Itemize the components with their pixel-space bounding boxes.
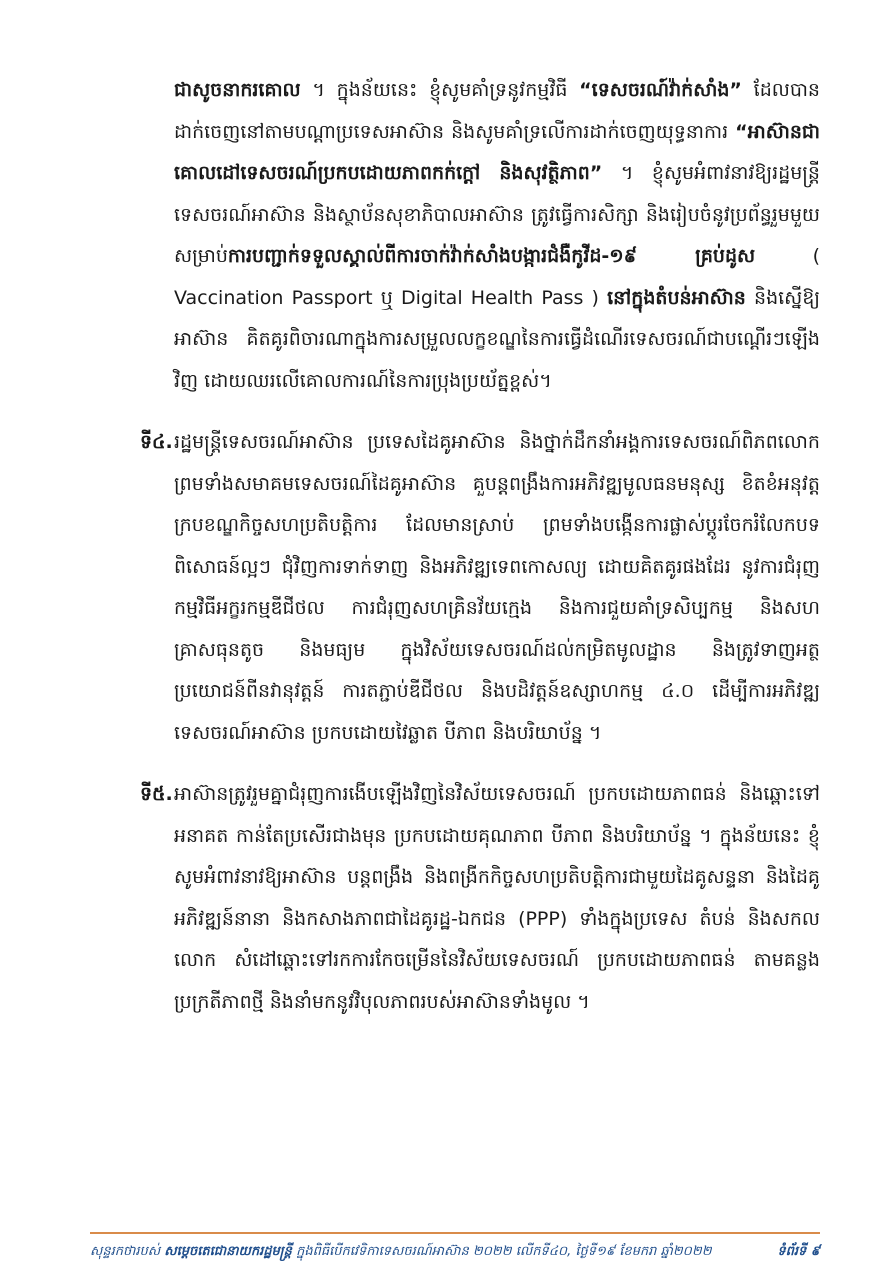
article-5 — [140, 774, 820, 1023]
text-run: និងស្នើឱ្យអាស៊ាន គិតគូរពិចារណាក្នុងការសម្រួលលក្ខខណ្ឌនៃការធ្វើដំណើរទេសចរណ៍ជាបណ្តើរៗឡើងវិញ ដោយឈរលើគោលការណ៍នៃការប្រុងប្រយ័ត្នខ្ពស់។ — [174, 286, 820, 392]
text-run: ។ ក្នុងន័យនេះ ខ្ញុំសូមគាំទ្រនូវកម្មវិធី — [300, 79, 580, 101]
page-number: ទំព័រទី ៩ — [777, 1243, 820, 1259]
bold-phrase: នៅក្នុងតំបន់អាស៊ាន — [607, 286, 746, 309]
footer-suffix: ក្នុងពិធីបើកវេទិកាទេសចរណ៍អាស៊ាន ២០២២ លើកទី៤០, ថ្ងៃទី១៩ ខែមករា ឆ្នាំ២០២២ — [291, 1243, 712, 1259]
footer-prefix: សុន្ទរកថារបស់ — [90, 1243, 165, 1259]
article-number: ទី៥. — [140, 783, 173, 805]
footer-speaker: សម្តេចតេជោនាយករដ្ឋមន្ត្រី — [164, 1243, 292, 1259]
bold-phrase: ជាសូចនាករគោល — [174, 79, 301, 101]
bold-phrase: “ទេសចរណ៍វ៉ាក់សាំង” — [579, 79, 742, 101]
article-text: រដ្ឋមន្ត្រីទេសចរណ៍អាស៊ាន ប្រទេសដៃគូអាស៊ាន និងថ្នាក់ដឹកនាំអង្គការទេសចរណ៍ពិភពលោក ព្រមទាំងសមាគមទេសចរណ៍ដៃគូអាស៊ាន គួបន្តពង្រឹងការអភិវឌ្ឍមូលធនមនុស្ស ខិតខំអនុវត្តក្របខណ្ឌកិច្ចសហប្រតិបត្តិការ ដែលមានស្រាប់ ព្រមទាំងបង្កើនការផ្លាស់ប្តូរចែករំលែកបទពិសោធន៍ល្អៗ ជុំវិញការទាក់ទាញ និងអភិវឌ្ឍទេពកោសល្យ ដោយគិតគូរផងដែរ នូវការជំរុញកម្មវិធីអក្ខរកម្មឌីជីថល ការជំរុញសហគ្រិនវ័យក្មេង និងការជួយគាំទ្រសិប្បកម្ម និងសហគ្រាសធុនតូច និងមធ្យម ក្នុងវិស័យទេសចរណ៍ដល់កម្រិតមូលដ្ឋាន និងត្រូវទាញអត្ថប្រយោជន៍ពីនវានុវត្តន៍ ការតភ្ជាប់ឌីជីថល និងបដិវត្តន៍ឧស្សាហកម្ម ៤.០ ដើម្បីការអភិវឌ្ឍទេសចរណ៍អាស៊ាន ប្រកបដោយវៃឆ្លាត បីភាព និងបរិយាប័ន្ន ។ — [174, 431, 820, 744]
article-text: អាស៊ានត្រូវរួមគ្នាជំរុញការងើបឡើងវិញនៃវិស័យទេសចរណ៍ ប្រកបដោយភាពធន់ និងឆ្ពោះទៅអនាគត កាន់តែប្រសើរជាងមុន ប្រកបដោយគុណភាព បីភាព និងបរិយាប័ន្ន ។ ក្នុងន័យនេះ ខ្ញុំសូមអំពាវនាវឱ្យអាស៊ាន បន្តពង្រឹង និងពង្រីកកិច្ចសហប្រតិបត្តិការជាមួយដៃគូសន្ទនា និងដៃគូអភិវឌ្ឍន៍នានា និងកសាងភាពជាដៃគូរដ្ឋ-ឯកជន (PPP) ទាំងក្នុងប្រទេស តំបន់ និងសកលលោក សំដៅឆ្ពោះទៅរកការកែចម្រើននៃវិស័យទេសចរណ៍ ប្រកបដោយភាពធន់ តាមគន្លងប្រក្រតីភាពថ្មី និងនាំមកនូវវិបុលភាពរបស់អាស៊ានទាំងមូល ។ — [174, 783, 820, 1013]
text-run: ។ ខ្ញុំសូមអំពាវនាវឱ្យរដ្ឋមន្ត្រីទេសចរណ៍អាស៊ាន និងស្ថាប័នសុខាភិបាលអាស៊ាន ត្រូវធ្វើការសិក្សា និងរៀបចំនូវប្រព័ន្ធរួមមួយ សម្រាប់ — [174, 162, 820, 267]
text-run: ដែលបានដាក់ចេញនៅតាមបណ្តាប្រទេសអាស៊ាន និងសូមគាំទ្រលើការដាក់ចេញយុទ្ធនាការ — [174, 79, 820, 143]
document-body — [140, 70, 820, 1023]
bold-phrase: “អាស៊ានជាគោលដៅទេសចរណ៍ប្រកបដោយភាពកក់ក្តៅ និងសុវត្ថិភាព” — [174, 120, 820, 184]
continuation-paragraph — [140, 70, 820, 402]
text-run: ( Vaccination Passport ឬ Digital Health Pass ) — [174, 245, 820, 309]
page-footer — [90, 1240, 820, 1264]
article-4 — [140, 422, 820, 754]
footer-caption — [90, 1243, 712, 1262]
footer-divider — [90, 1232, 820, 1234]
bold-phrase: ការបញ្ជាក់ទទួលស្គាល់ពីការចាក់វ៉ាក់សាំងបង្ការជំងឺកូវីដ-១៩ គ្រប់ដូស — [227, 245, 756, 267]
article-number: ទី៤. — [140, 431, 173, 453]
